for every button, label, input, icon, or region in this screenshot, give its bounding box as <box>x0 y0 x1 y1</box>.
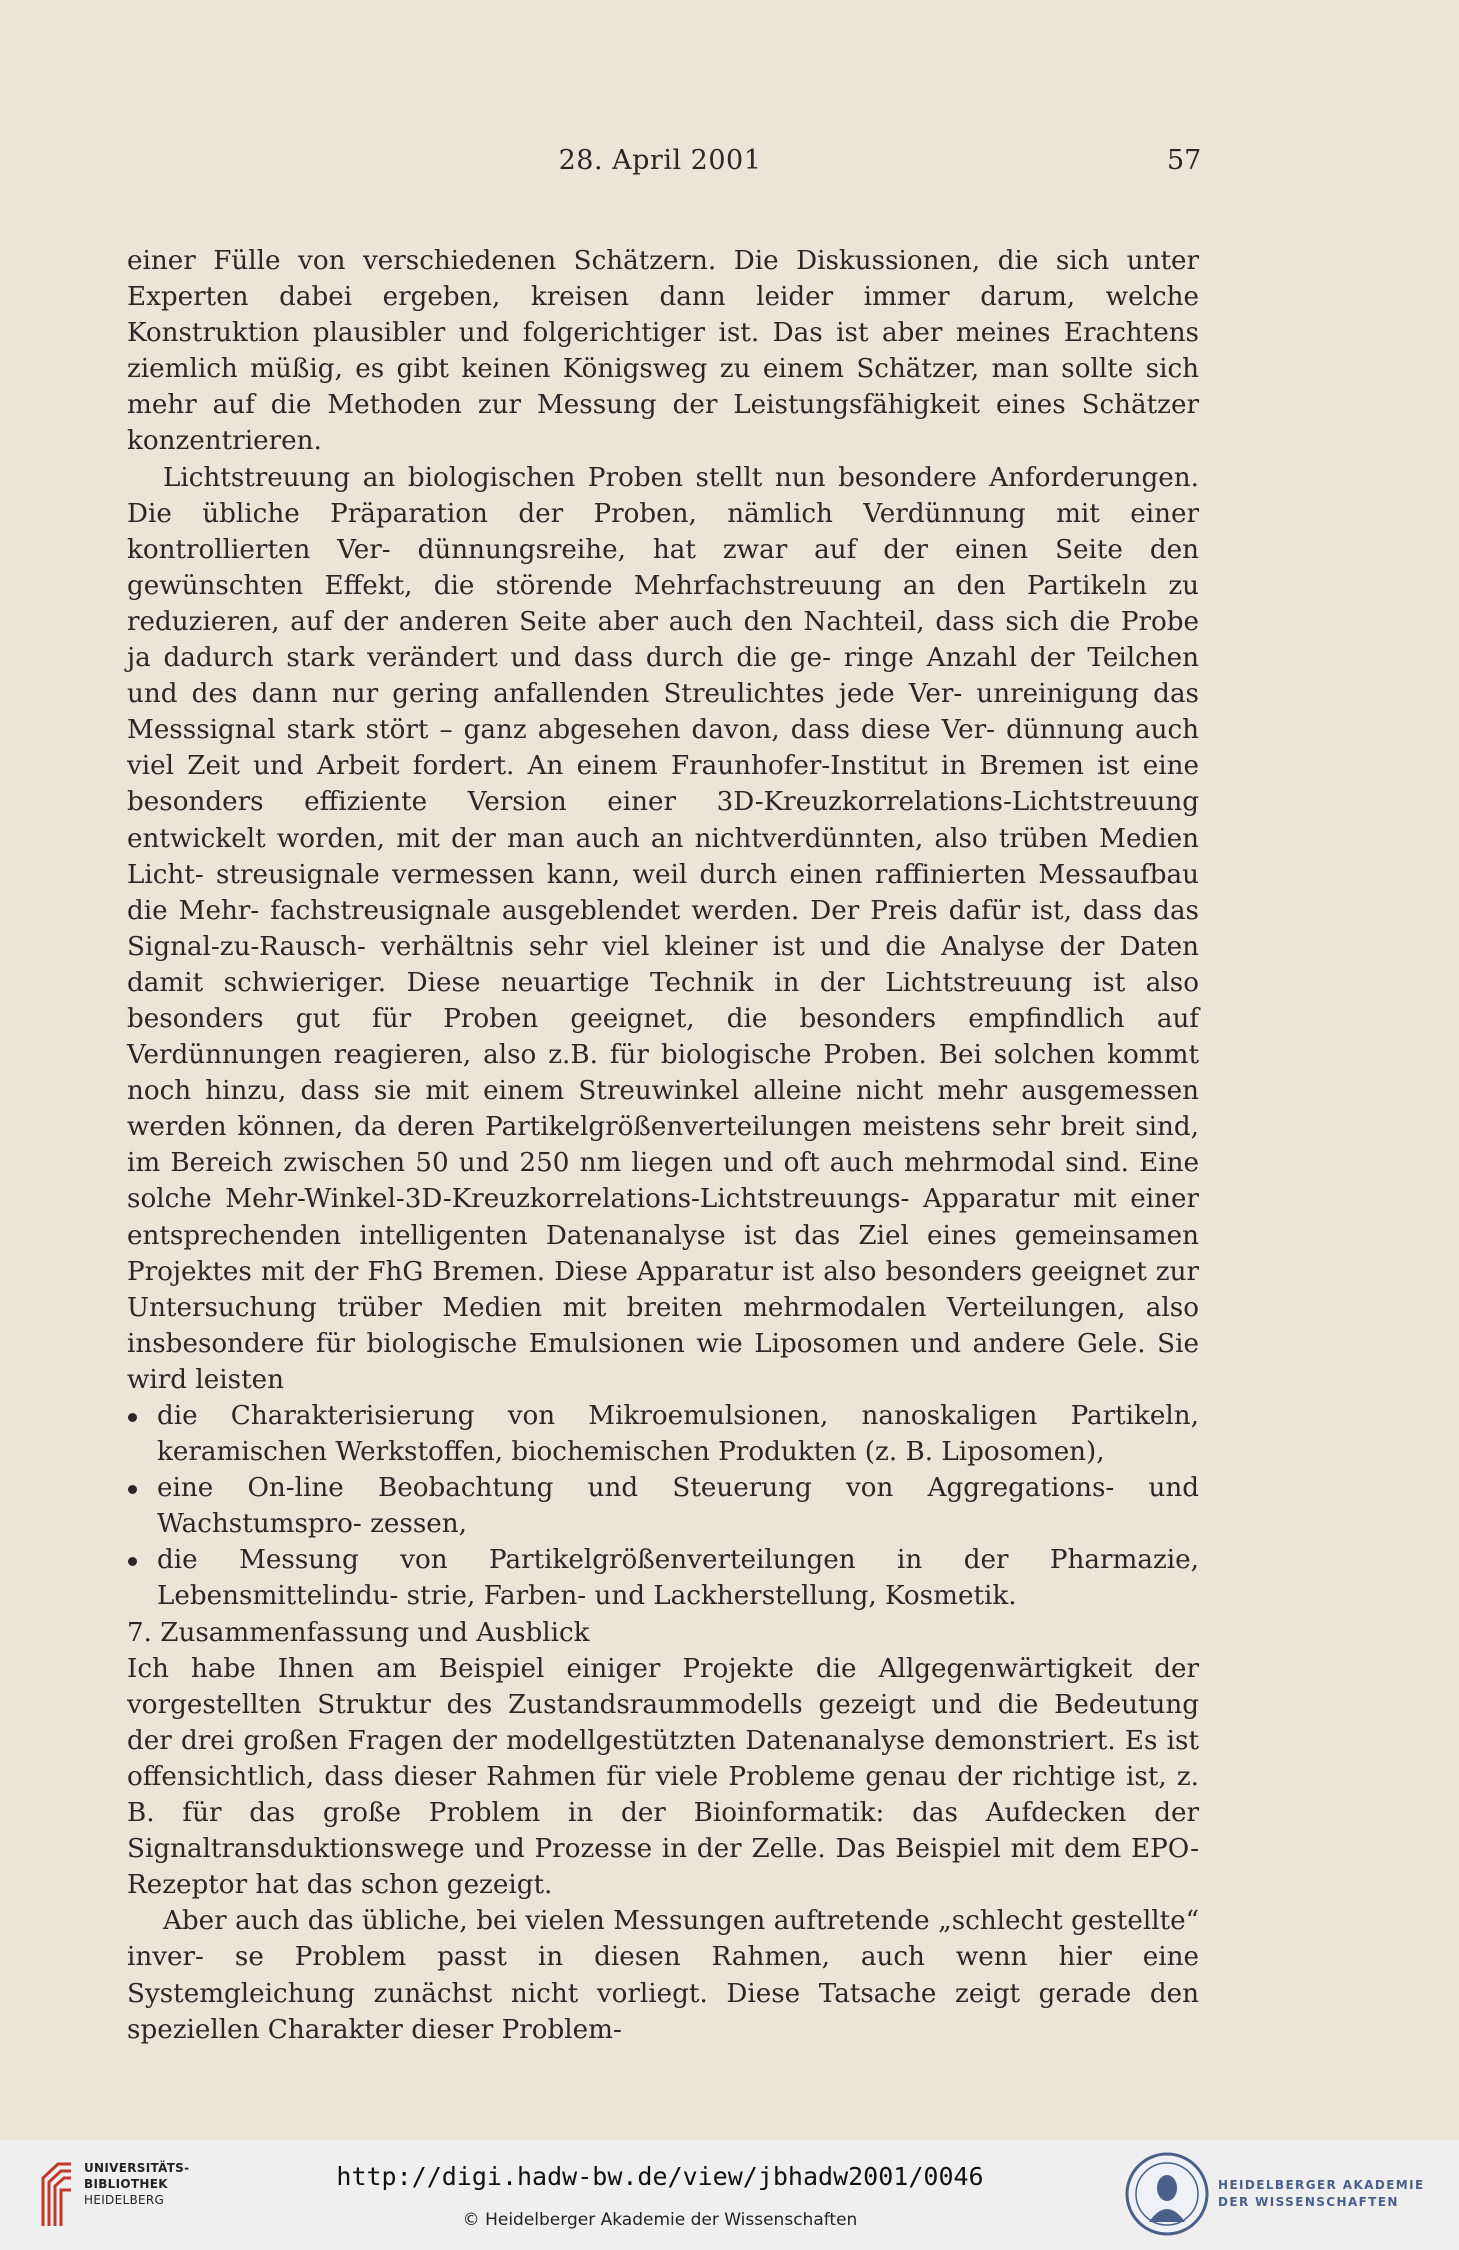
text-line: Lichtstreuung an biologischen Proben stellt nun besondere Anforderungen. Die <box>127 462 1199 529</box>
text-line: Werkstoffen, biochemischen Produkten (z. B. Liposomen), <box>335 1437 1105 1468</box>
text-line: streusignale vermessen kann, weil durch einen raffinierten Messaufbau die Mehr- <box>127 859 1199 926</box>
text-line: Aber auch das übliche, bei vielen Messungen auftretende „schlecht gestellte“ inver- <box>127 1906 1199 1973</box>
text-line: nicht mehr ausgemessen werden können, da deren Partikelgrößenverteilungen <box>127 1076 1199 1143</box>
text-line: folgerichtiger ist. Das ist aber meines Erachtens ziemlich müßig, es gibt keinen <box>127 318 1199 385</box>
text-line: eine On-line Beobachtung und Steuerung von Aggregations- und Wachstumspro- <box>157 1473 1199 1540</box>
academy-name-line: DER WISSENSCHAFTEN <box>1218 2195 1399 2209</box>
text-line: meistens sehr breit sind, im Bereich zwischen 50 und 250 nm liegen und oft auch <box>127 1112 1199 1179</box>
bullet-list <box>127 1398 1199 1615</box>
library-name-line: BIBLIOTHEK <box>84 2177 168 2191</box>
text-line: Bioinformatik: das Aufdecken der Signaltransduktionswege und Prozesse in der Zelle. <box>127 1798 1199 1865</box>
text-line: geeignet zur Untersuchung trüber Medien mit breiten mehrmodalen Verteilungen, <box>127 1256 1199 1323</box>
text-line: strie, Farben- und Lackherstellung, Kosmetik. <box>406 1581 1017 1612</box>
text-line: dünnungsreihe, hat zwar auf der einen Seite den gewünschten Effekt, die störende <box>127 534 1199 601</box>
text-line: der modellgestützten Datenanalyse demonstriert. Es ist offensichtlich, dass dieser <box>127 1725 1199 1792</box>
text-line: entwickelt worden, mit der man auch an nichtverdünnten, also trüben Medien Licht- <box>127 823 1199 890</box>
running-title: 28. April 2001 <box>558 145 762 176</box>
text-line: übliche Präparation der Proben, nämlich Verdünnung mit einer kontrollierten Ver- <box>127 498 1199 565</box>
library-name-line: UNIVERSITÄTS- <box>84 2161 190 2175</box>
body-text <box>127 243 1199 2048</box>
text-line: gemeinsamen Projektes mit der FhG Bremen. Diese Apparatur ist also besonders <box>127 1220 1199 1287</box>
text-line: die Charakterisierung von Mikroemulsionen, nanoskaligen Partikeln, keramischen <box>157 1401 1199 1468</box>
text-line: wird leisten <box>127 1364 284 1395</box>
list-item <box>127 1470 1199 1542</box>
viewer-footer <box>0 2140 1459 2250</box>
text-line: Königsweg zu einem Schätzer, man sollte sich mehr auf die Methoden zur Messung <box>127 354 1199 421</box>
list-item <box>127 1542 1199 1614</box>
text-line: Mehrfachstreuung an den Partikeln zu reduzieren, auf der anderen Seite aber auch <box>127 570 1199 637</box>
list-item <box>127 1398 1199 1470</box>
library-name-line: HEIDELBERG <box>84 2193 165 2207</box>
running-header <box>0 145 1459 185</box>
paragraph-2 <box>127 460 1199 1398</box>
text-line: ist eine besonders effiziente Version einer 3D-Kreuzkorrelations-Lichtstreuung <box>127 751 1199 818</box>
text-line: zessen, <box>370 1509 467 1540</box>
text-line: se Problem passt in diesen Rahmen, auch wenn hier eine Systemgleichung zunächst <box>127 1942 1199 2009</box>
paragraph-3 <box>127 1651 1199 1904</box>
academy-name-line: HEIDELBERGER AKADEMIE <box>1218 2178 1425 2192</box>
text-line: Das Beispiel mit dem EPO-Rezeptor hat das schon gezeigt. <box>127 1834 1199 1901</box>
bullet-icon <box>128 1413 137 1422</box>
text-line: Apparatur mit einer entsprechenden intelligenten Datenanalyse ist das Ziel eines <box>127 1184 1199 1251</box>
text-line: die Messung von Partikelgrößenverteilungen in der Pharmazie, Lebensmittelindu- <box>157 1545 1199 1612</box>
text-line: der Leistungsfähigkeit eines Schätzer konzentrieren. <box>127 390 1199 457</box>
text-line: also insbesondere für biologische Emulsionen wie Liposomen und andere Gele. Sie <box>127 1292 1199 1359</box>
text-line: den Nachteil, dass sich die Probe ja dadurch stark verändert und dass durch die ge- <box>127 606 1200 674</box>
text-line: einer Fülle von verschiedenen Schätzern. Die Diskussionen, die sich unter Experten <box>127 246 1199 313</box>
text-line: dabei ergeben, kreisen dann leider immer darum, welche Konstruktion plausibler und <box>127 282 1199 349</box>
text-line: die besonders empfindlich auf Verdünnungen reagieren, also z.B. für biologische <box>127 1003 1199 1071</box>
text-line: Ich habe Ihnen am Beispiel einiger Projekte die Allgegenwärtigkeit der vorgestellten <box>127 1653 1199 1720</box>
text-line: verhältnis sehr viel kleiner ist und die Analyse der Daten damit schwieriger. Diese <box>127 931 1199 998</box>
text-line: nicht vorliegt. Diese Tatsache zeigt gerade den speziellen Charakter dieser Problem- <box>127 1978 1199 2045</box>
academy-name <box>1218 2177 1425 2211</box>
text-line: dünnung auch viel Zeit und Arbeit fordert. An einem Fraunhofer-Institut in Bremen <box>127 715 1199 782</box>
bullet-icon <box>128 1557 137 1566</box>
paragraph-4 <box>127 1903 1199 2047</box>
copyright-notice: © Heidelberger Akademie der Wissenschaften <box>462 2210 858 2230</box>
text-line: Struktur des Zustandsraummodells gezeigt und die Bedeutung der drei großen Fragen <box>127 1689 1200 1756</box>
text-line: Rahmen für viele Probleme genau der richtige ist, z. B. für das große Problem in der <box>127 1761 1199 1829</box>
section-heading: 7. Zusammenfassung und Ausblick <box>127 1617 590 1648</box>
text-line: neuartige Technik in der Lichtstreuung ist also besonders gut für Proben geeignet, <box>127 967 1199 1034</box>
text-line: ringe Anzahl der Teilchen und des dann nur gering anfallenden Streulichtes jede Ver- <box>127 643 1199 710</box>
academy-seal-icon <box>1125 2152 1209 2236</box>
text-line: unreinigung das Messsignal stark stört – ganz abgesehen davon, dass diese Ver- <box>127 679 1199 746</box>
text-line: mehrmodal sind. Eine solche Mehr-Winkel-3D-Kreuzkorrelations-Lichtstreuungs- <box>127 1148 1199 1215</box>
bullet-icon <box>128 1485 137 1494</box>
paragraph-1 <box>127 243 1199 460</box>
text-line: Proben. Bei solchen kommt noch hinzu, dass sie mit einem Streuwinkel alleine <box>127 1040 1199 1107</box>
text-line: fachstreusignale ausgeblendet werden. Der Preis dafür ist, dass das Signal-zu-Rausch- <box>127 895 1199 962</box>
permalink-url[interactable]: http://digi.hadw-bw.de/view/jbhadw2001/0046 <box>336 2162 984 2191</box>
page-number: 57 <box>1167 145 1202 176</box>
